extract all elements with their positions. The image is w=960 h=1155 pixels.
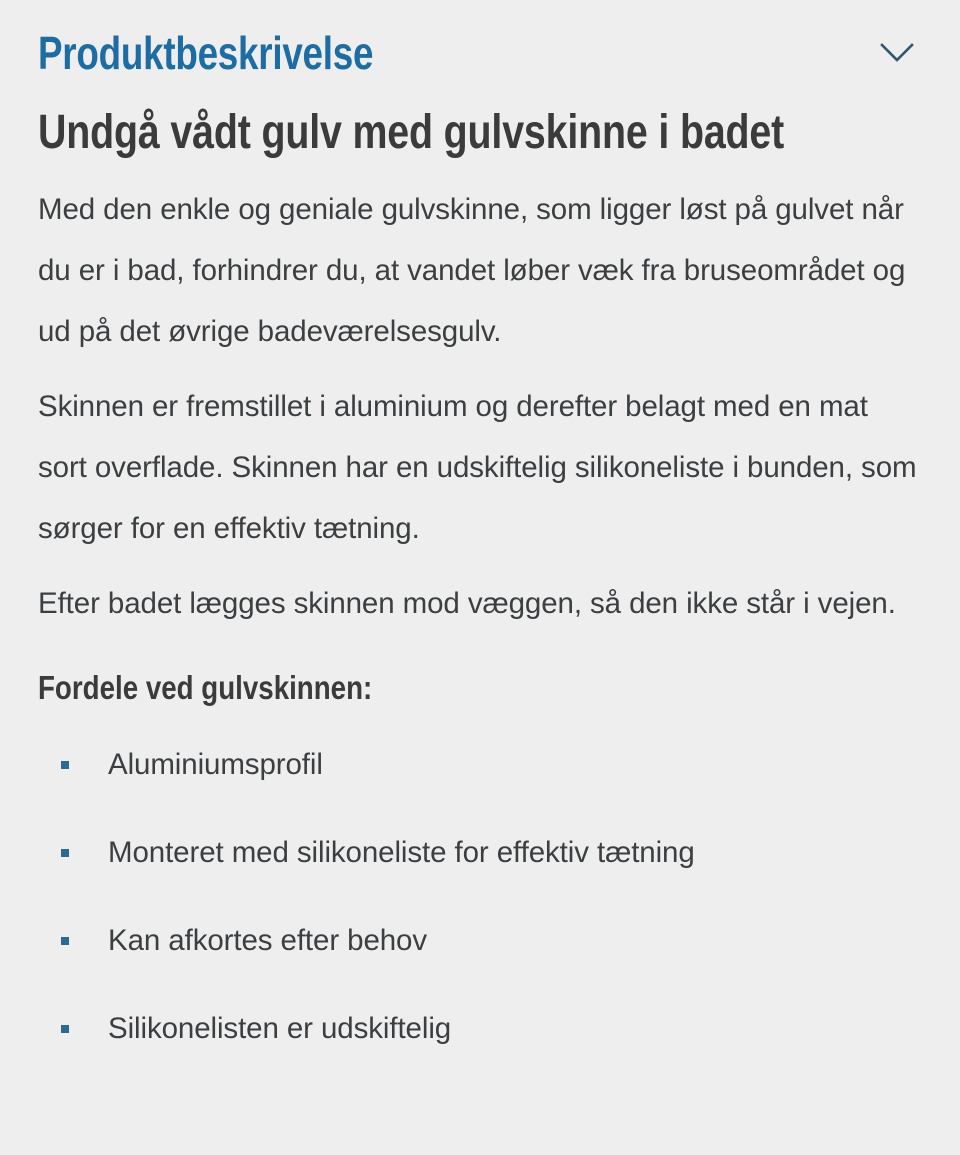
bullet-square-icon xyxy=(61,849,69,857)
accordion-title: Produktbeskrivelse xyxy=(38,27,374,79)
chevron-down-icon[interactable] xyxy=(874,27,920,79)
list-item xyxy=(38,922,922,960)
bullet-square-icon xyxy=(61,1025,69,1033)
list-item-label: Silikonelisten er udskiftelig xyxy=(108,1012,452,1045)
description-paragraph-1: Med den enkle og geniale gulvskinne, som ligger løst på gulvet når du er i bad, forhindrer du, at vandet løber væk fra bruseområdet og ud på det øvrige badeværelsesgulv. xyxy=(38,193,906,348)
accordion-header-produktbeskrivelse[interactable] xyxy=(38,0,922,79)
list-item xyxy=(38,1010,922,1048)
product-heading: Undgå vådt gulv med gulvskinne i badet xyxy=(38,106,785,159)
description-paragraph-3: Efter badet lægges skinnen mod væggen, så den ikke står i vejen. xyxy=(38,587,896,620)
accordion-body xyxy=(38,105,922,1048)
benefits-list xyxy=(38,746,922,1048)
bullet-square-icon xyxy=(61,937,69,945)
bullet-square-icon xyxy=(61,761,69,769)
list-item-label: Monteret med silikoneliste for effektiv tætning xyxy=(108,836,695,869)
list-item xyxy=(38,746,922,784)
list-item xyxy=(38,834,922,872)
list-item-label: Kan afkortes efter behov xyxy=(108,924,428,957)
list-item-label: Aluminiumsprofil xyxy=(108,748,323,781)
description-paragraph-2: Skinnen er fremstillet i aluminium og derefter belagt med en mat sort overflade. Skinnen har en udskiftelig silikoneliste i bunden, som sørger for en effektiv tætning. xyxy=(38,390,917,545)
benefits-heading: Fordele ved gulvskinnen: xyxy=(38,669,373,706)
